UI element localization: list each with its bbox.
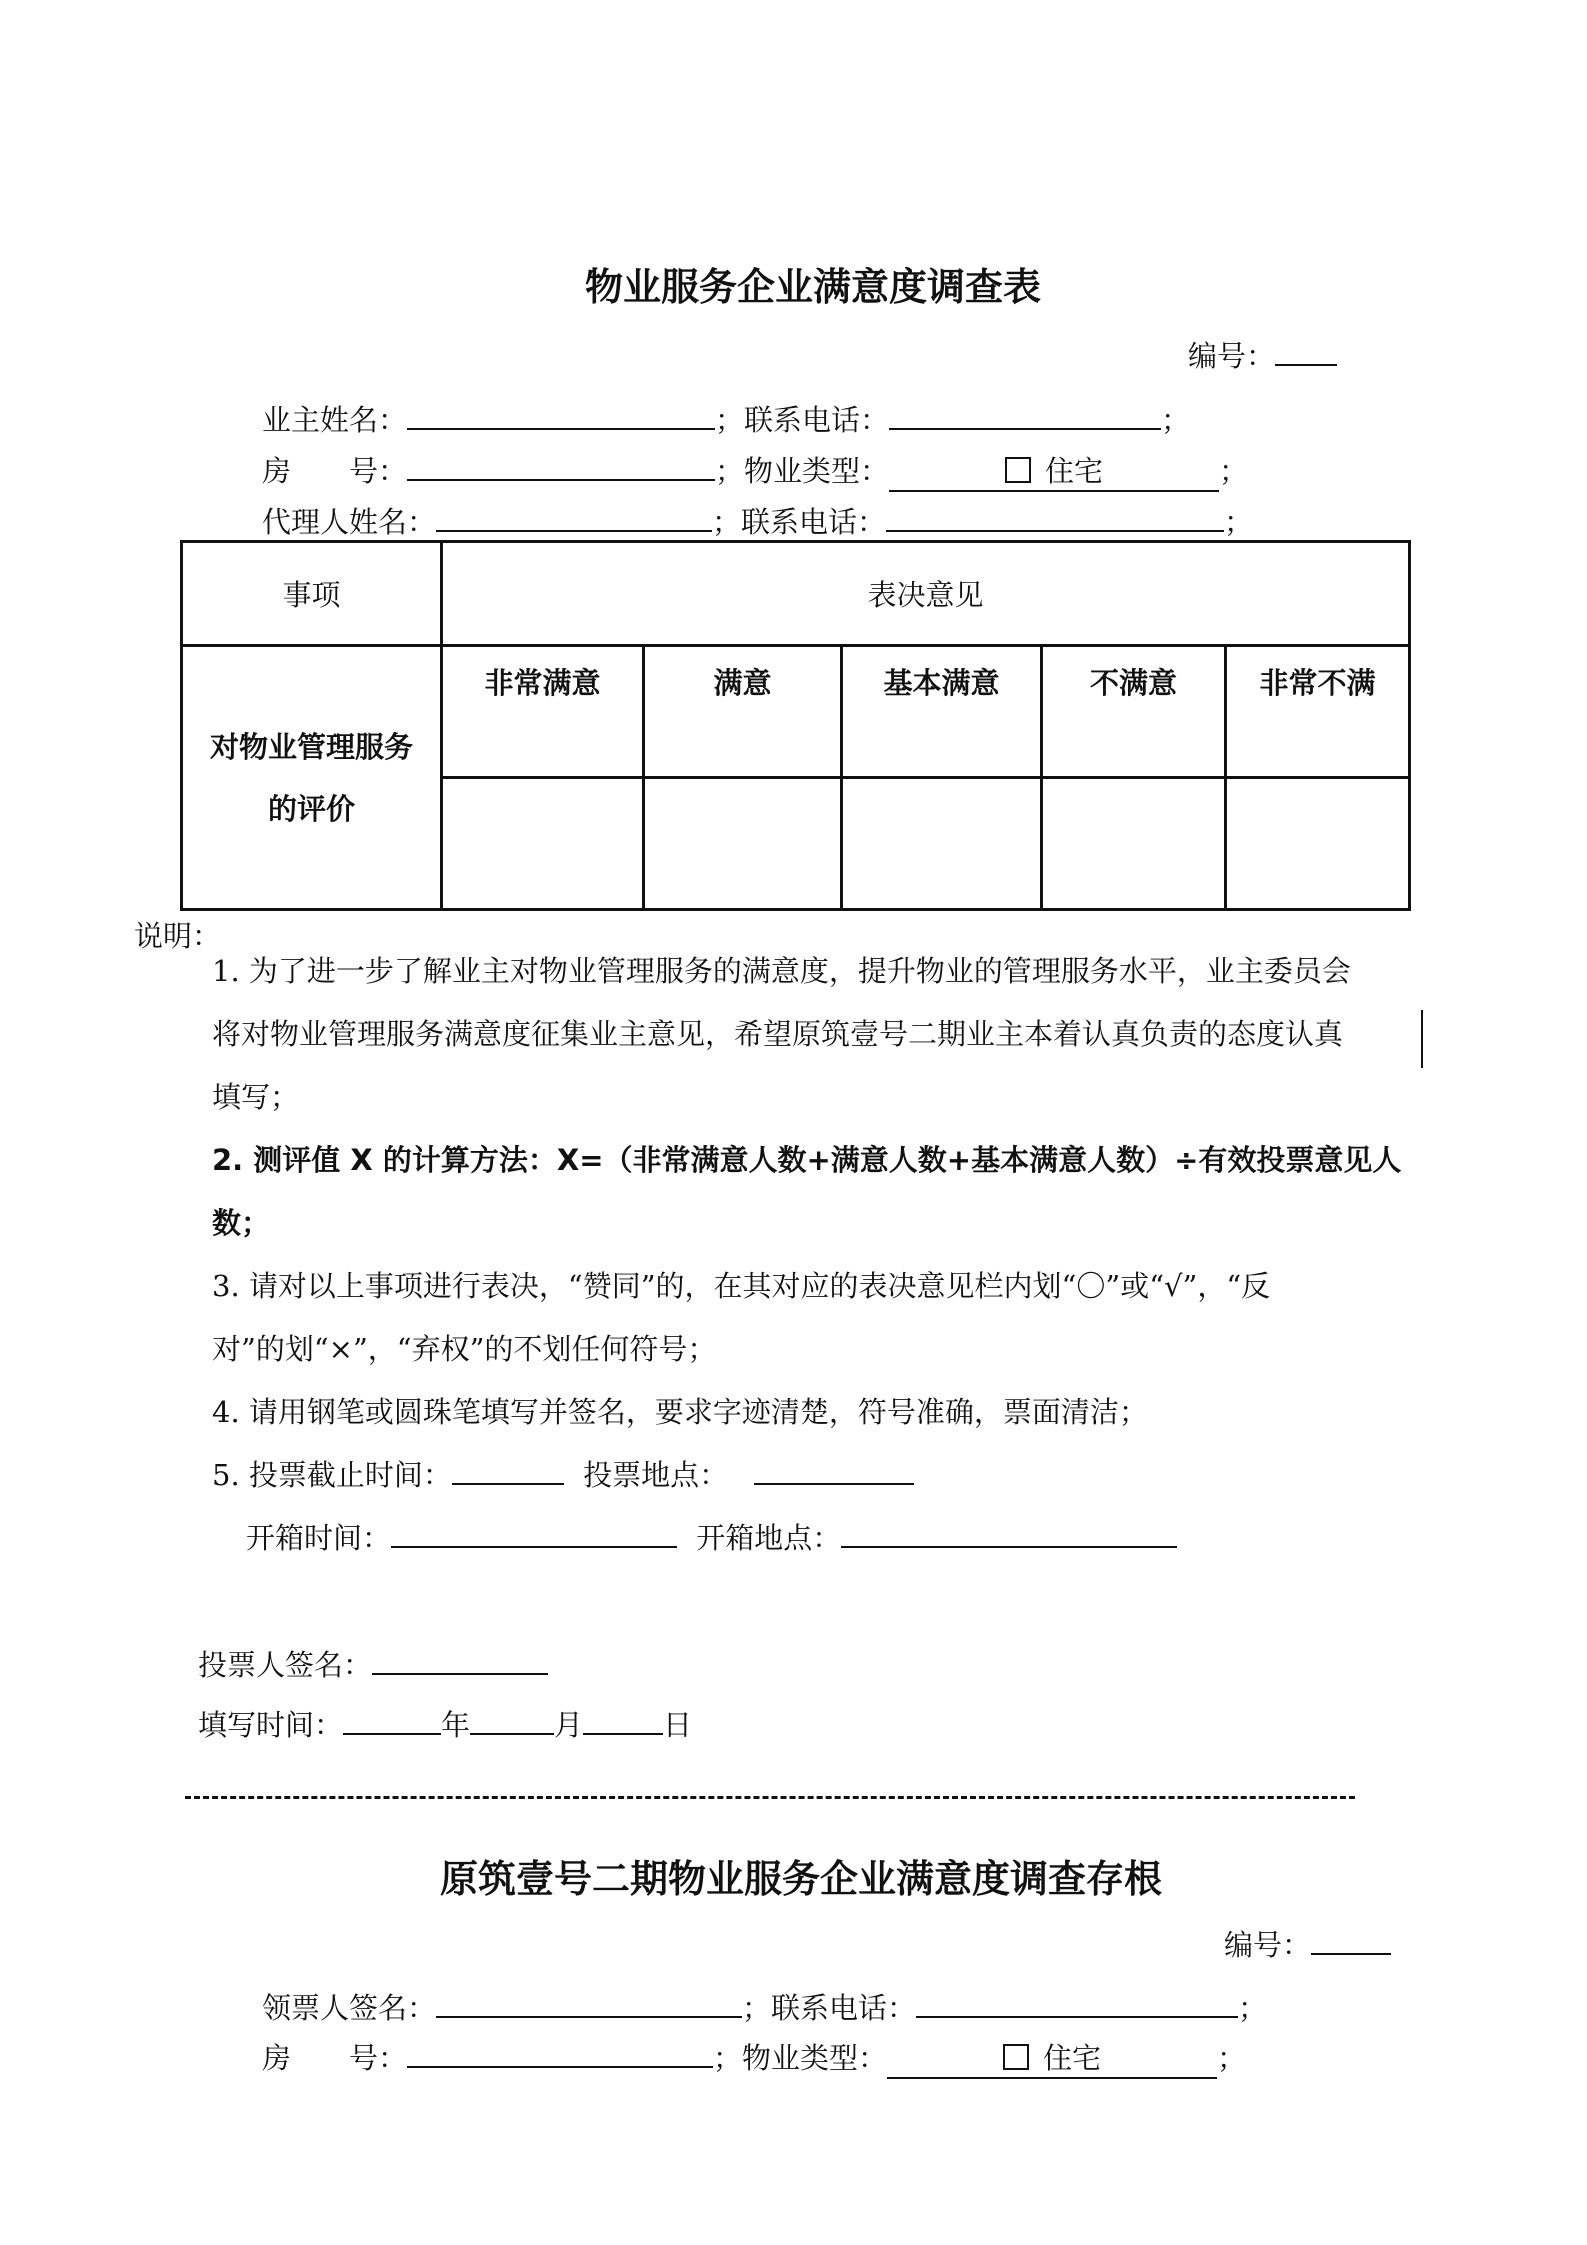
type-label: ；物业类型： — [715, 454, 890, 488]
open-place-field[interactable] — [841, 1516, 1177, 1548]
year-label: 年 — [441, 1708, 471, 1742]
stub-number-field[interactable] — [1311, 1923, 1391, 1955]
row-label-line-1: 对物业管理服务 — [209, 729, 413, 764]
agent-phone-label: ；联系电话： — [712, 505, 887, 539]
vote-cell-very-satisfied[interactable] — [442, 778, 644, 910]
note-2-line-2: 数； — [212, 1206, 271, 1240]
owner-phone-field[interactable] — [889, 398, 1161, 430]
agent-row — [262, 500, 1253, 541]
note-4: 4. 请用钢笔或圆珠笔填写并签名，要求字迹清楚，符号准确，票面清洁； — [212, 1395, 1148, 1429]
vote-cell-basically-satisfied[interactable] — [842, 778, 1042, 910]
receiver-sign-label: 领票人签名： — [262, 1991, 437, 2025]
stub-residential-checkbox[interactable] — [1003, 2044, 1029, 2070]
option-satisfied: 满意 — [644, 646, 842, 778]
notes-body — [212, 940, 1401, 1570]
agent-name-label: 代理人姓名： — [262, 505, 437, 539]
agent-phone-field[interactable] — [886, 500, 1224, 532]
semicolon: ； — [1161, 403, 1191, 437]
agent-name-field[interactable] — [436, 500, 712, 532]
semicolon: ； — [1238, 1991, 1268, 2025]
stub-number — [1224, 1923, 1391, 1964]
stub-receiver-row — [262, 1986, 1267, 2027]
stub-room-field[interactable] — [407, 2036, 713, 2068]
stub-property-type-field — [887, 2036, 1217, 2079]
stub-property-type-value: 住宅 — [1043, 2041, 1102, 2075]
day-field[interactable] — [583, 1703, 663, 1735]
semicolon: ； — [1219, 454, 1249, 488]
vote-table — [180, 540, 1411, 911]
notes-heading: 说明： — [134, 919, 222, 953]
note-5 — [212, 1444, 1401, 1507]
property-type-field — [889, 449, 1219, 492]
deadline-label: 5. 投票截止时间： — [212, 1458, 452, 1492]
voter-sign-field[interactable] — [372, 1643, 548, 1675]
item-header: 事项 — [182, 542, 442, 646]
opinion-header: 表决意见 — [442, 542, 1410, 646]
open-row — [246, 1507, 1401, 1570]
vote-place-label: 投票地点： — [583, 1458, 729, 1492]
property-type-value: 住宅 — [1045, 454, 1104, 488]
vote-cell-very-dissatisfied[interactable] — [1226, 778, 1410, 910]
stub-room-row — [262, 2036, 1246, 2079]
vote-place-field[interactable] — [754, 1453, 914, 1485]
option-very-dissatisfied: 非常不满 — [1226, 646, 1410, 778]
room-field[interactable] — [407, 449, 715, 481]
stub-type-label: ；物业类型： — [713, 2041, 888, 2075]
residential-checkbox[interactable] — [1005, 457, 1031, 483]
stub-number-label: 编号： — [1224, 1928, 1312, 1962]
cut-line — [185, 1796, 1355, 1799]
option-very-satisfied: 非常满意 — [442, 646, 644, 778]
semicolon: ； — [1224, 505, 1254, 539]
semicolon: ； — [1217, 2041, 1247, 2075]
month-label: 月 — [554, 1708, 584, 1742]
receiver-sign-field[interactable] — [436, 1986, 742, 2018]
note-2-line-1: 2. 测评值 X 的计算方法：X=（非常满意人数+满意人数+基本满意人数）÷有效投票意见人 — [212, 1143, 1402, 1177]
deadline-field[interactable] — [452, 1453, 564, 1485]
option-basically-satisfied: 基本满意 — [842, 646, 1042, 778]
open-time-label: 开箱时间： — [246, 1521, 392, 1555]
form-number-label: 编号： — [1188, 339, 1276, 373]
open-time-field[interactable] — [391, 1516, 677, 1548]
year-field[interactable] — [343, 1703, 441, 1735]
stub-phone-field[interactable] — [916, 1986, 1238, 2018]
voter-sign-row — [198, 1643, 548, 1684]
vote-cell-dissatisfied[interactable] — [1042, 778, 1226, 910]
option-dissatisfied: 不满意 — [1042, 646, 1226, 778]
text-cursor — [1421, 1010, 1423, 1068]
stub-room-label: 房 号： — [262, 2041, 408, 2075]
room-row — [262, 449, 1248, 492]
day-label: 日 — [663, 1708, 693, 1742]
note-3-line-2: 对”的划“×”，“弃权”的不划任何符号； — [212, 1332, 717, 1366]
form-title: 物业服务企业满意度调查表 — [585, 265, 1042, 309]
note-3-line-1: 3. 请对以上事项进行表决，“赞同”的，在其对应的表决意见栏内划“〇”或“√”，“反 — [212, 1269, 1271, 1303]
note-1-line-1: 1. 为了进一步了解业主对物业管理服务的满意度，提升物业的管理服务水平，业主委员会 — [212, 954, 1351, 988]
stub-phone-label: ；联系电话： — [742, 1991, 917, 2025]
stub-title: 原筑壹号二期物业服务企业满意度调查存根 — [440, 1857, 1163, 1901]
fill-date-row — [198, 1703, 692, 1744]
form-number-field[interactable] — [1275, 334, 1337, 366]
open-place-label: 开箱地点： — [696, 1521, 842, 1555]
voter-sign-label: 投票人签名： — [198, 1648, 373, 1682]
owner-name-row — [262, 398, 1190, 439]
owner-phone-label: ；联系电话： — [715, 403, 890, 437]
owner-name-field[interactable] — [407, 398, 715, 430]
owner-name-label: 业主姓名： — [262, 403, 408, 437]
note-1-line-3: 填写； — [212, 1080, 300, 1114]
month-field[interactable] — [470, 1703, 554, 1735]
row-label — [182, 646, 442, 910]
vote-cell-satisfied[interactable] — [644, 778, 842, 910]
fill-date-label: 填写时间： — [198, 1708, 344, 1742]
room-label: 房 号： — [262, 454, 408, 488]
form-number — [1188, 334, 1337, 375]
row-label-line-2: 的评价 — [267, 791, 355, 826]
note-1-line-2: 将对物业管理服务满意度征集业主意见，希望原筑壹号二期业主本着认真负责的态度认真 — [212, 1017, 1344, 1051]
